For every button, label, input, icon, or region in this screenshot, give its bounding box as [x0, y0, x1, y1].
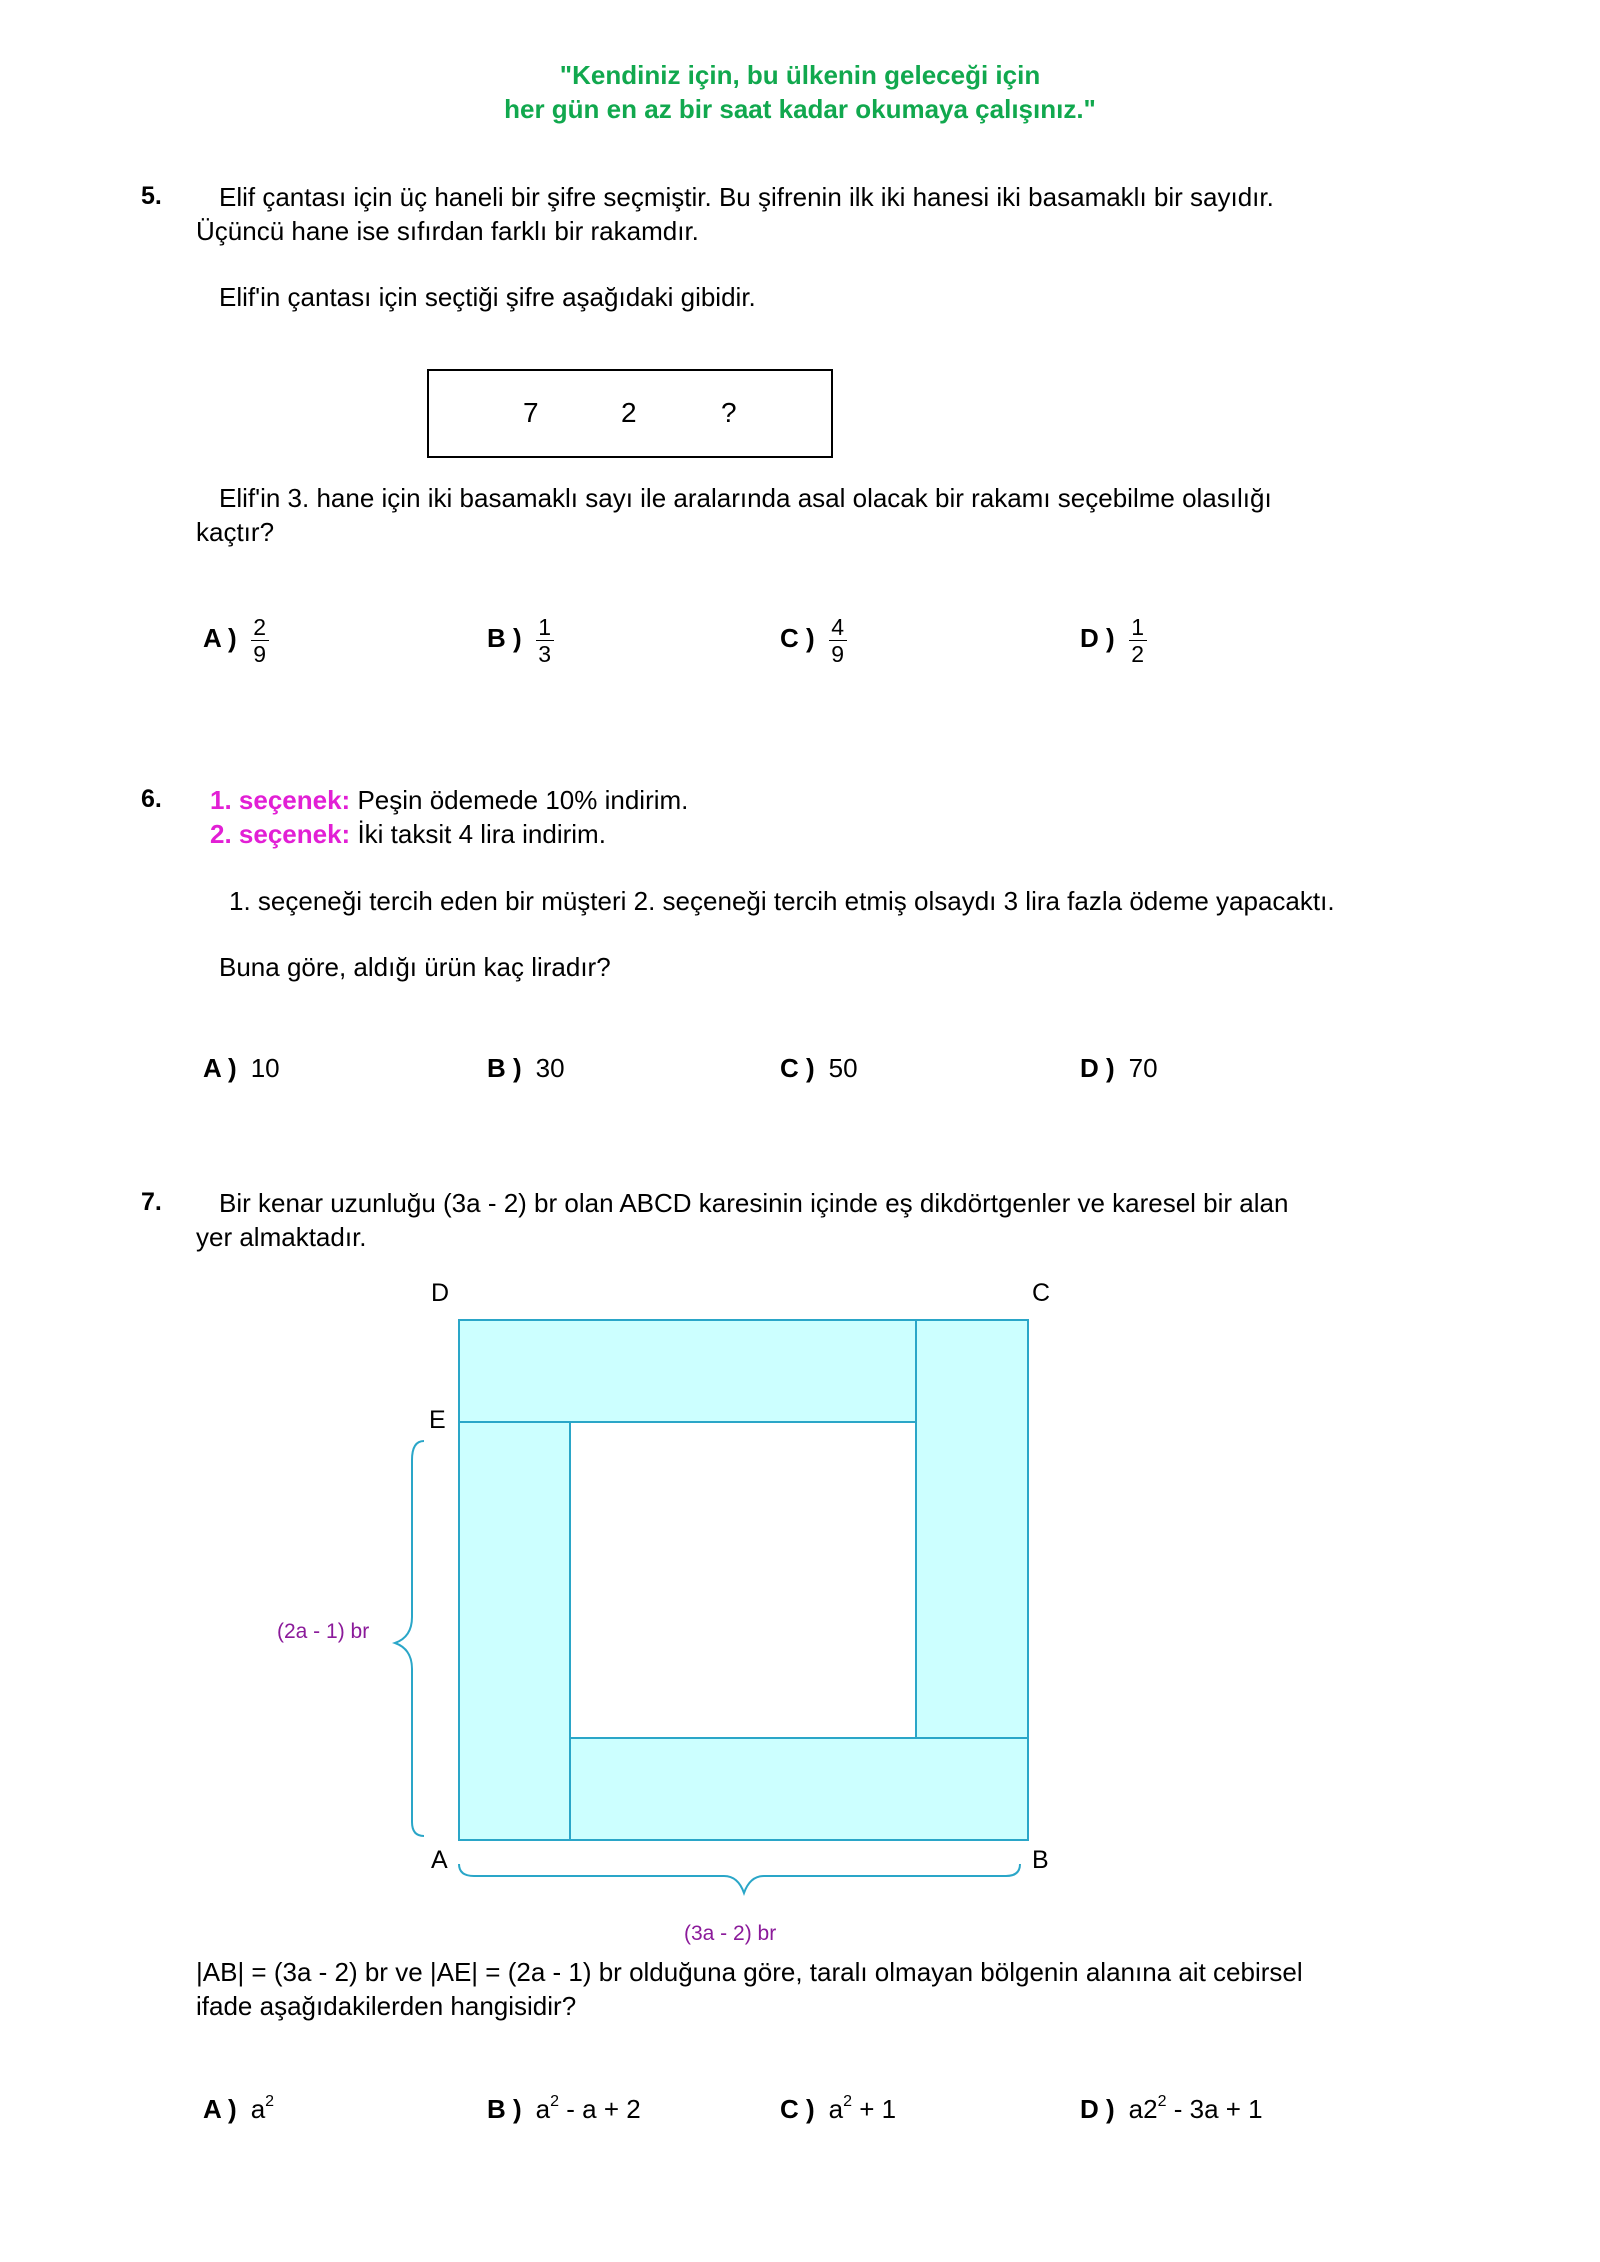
question-5-number: 5. — [141, 182, 162, 210]
question-6-line-2: Buna göre, aldığı ürün kaç liradır? — [219, 952, 611, 982]
q7-option-a-base: a — [250, 2094, 266, 2124]
q6-option-a-letter: A ) — [203, 1053, 237, 1083]
q7-option-c-exponent: 2 — [843, 2093, 853, 2110]
password-digit-3: ? — [721, 397, 737, 428]
option-2-label: 2. seçenek: — [210, 819, 351, 849]
bottom-rectangle — [570, 1738, 1028, 1840]
option-1-label: 1. seçenek: — [210, 785, 351, 815]
q7-option-d[interactable] — [1080, 2094, 1263, 2125]
q7-option-b-rest: - a + 2 — [559, 2094, 641, 2124]
password-digit-1: 7 — [523, 397, 539, 428]
question-5-question-1: Elif'in 3. hane için iki basamaklı sayı ile aralarında asal olacak bir rakamı seçebilme olasılığı — [219, 483, 1272, 513]
question-7-number: 7. — [141, 1188, 162, 1216]
option-1-text: Peşin ödemede 10% indirim. — [350, 785, 689, 815]
q6-option-d-value: 70 — [1128, 1053, 1158, 1083]
q6-option-c-letter: C ) — [780, 1053, 815, 1083]
point-c: C — [1032, 1279, 1051, 1307]
q5-option-a-denominator: 9 — [253, 641, 267, 667]
point-b: B — [1032, 1846, 1049, 1874]
point-d: D — [431, 1279, 450, 1307]
q7-option-c-base: a — [828, 2094, 844, 2124]
q5-option-a-letter: A ) — [203, 623, 237, 654]
q6-option-c-value: 50 — [828, 1053, 858, 1083]
question-5-line-3: Elif'in çantası için seçtiği şifre aşağıdaki gibidir. — [219, 282, 756, 312]
q7-option-a[interactable] — [203, 2094, 274, 2125]
q5-option-d-letter: D ) — [1080, 623, 1115, 654]
q7-option-b[interactable] — [487, 2094, 641, 2125]
quote-line-1: "Kendiniz için, bu ülkenin geleceği için — [559, 60, 1041, 90]
q5-option-d-denominator: 2 — [1131, 641, 1145, 667]
q7-option-c[interactable] — [780, 2094, 896, 2125]
inner-square — [570, 1422, 916, 1738]
question-5-line-1: Elif çantası için üç haneli bir şifre seçmiştir. Bu şifrenin ilk iki hanesi iki basamaklı bir sayıdır. — [219, 182, 1274, 212]
q5-option-c-letter: C ) — [780, 623, 815, 654]
q5-option-a-numerator: 2 — [253, 614, 267, 640]
q5-option-c-numerator: 4 — [831, 614, 845, 640]
quote-line-2: her gün en az bir saat kadar okumaya çalışınız." — [504, 94, 1096, 124]
point-e: E — [429, 1406, 446, 1434]
q7-option-d-rest: - 3a + 1 — [1166, 2094, 1263, 2124]
question-7-question-2: ifade aşağıdakilerden hangisidir? — [196, 1991, 577, 2021]
question-6-line-1: 1. seçeneği tercih eden bir müşteri 2. seçeneği tercih etmiş olsaydı 3 lira fazla ödeme yapacaktı. — [229, 886, 1335, 916]
question-5-line-2: Üçüncü hane ise sıfırdan farklı bir rakamdır. — [196, 216, 699, 246]
q7-option-c-rest: + 1 — [852, 2094, 897, 2124]
q7-option-b-exponent: 2 — [550, 2093, 560, 2110]
q6-option-b-value: 30 — [535, 1053, 565, 1083]
option-2-text: İki taksit 4 lira indirim. — [350, 819, 606, 849]
q7-option-c-letter: C ) — [780, 2094, 815, 2124]
q5-option-b-denominator: 3 — [538, 641, 552, 667]
question-5-question-2: kaçtır? — [196, 517, 275, 547]
q6-option-a-value: 10 — [250, 1053, 280, 1083]
question-7-line-2: yer almaktadır. — [196, 1222, 367, 1252]
q7-option-d-base: a2 — [1128, 2094, 1158, 2124]
password-digit-2: 2 — [621, 397, 637, 428]
left-rectangle — [459, 1422, 570, 1840]
right-rectangle — [916, 1320, 1028, 1738]
q7-option-a-exponent: 2 — [265, 2093, 275, 2110]
q7-option-b-base: a — [535, 2094, 551, 2124]
label-ab-length: (3a - 2) br — [684, 1922, 777, 1945]
q5-option-b-letter: B ) — [487, 623, 522, 654]
q6-option-b-letter: B ) — [487, 1053, 522, 1083]
q7-option-b-letter: B ) — [487, 2094, 522, 2124]
question-7-line-1: Bir kenar uzunluğu (3a - 2) br olan ABCD karesinin içinde eş dikdörtgenler ve karesel bir alan — [219, 1188, 1289, 1218]
label-ae-length: (2a - 1) br — [277, 1620, 370, 1643]
q5-option-d-numerator: 1 — [1131, 614, 1145, 640]
question-7-question-1: |AB| = (3a - 2) br ve |AE| = (2a - 1) br olduğuna göre, taralı olmayan bölgenin alanına ait cebirsel — [196, 1957, 1303, 1987]
q5-option-b-numerator: 1 — [538, 614, 552, 640]
q7-option-d-letter: D ) — [1080, 2094, 1115, 2124]
point-a: A — [431, 1846, 448, 1874]
q7-option-d-exponent: 2 — [1157, 2093, 1167, 2110]
q5-option-c-denominator: 9 — [831, 641, 845, 667]
q6-option-d-letter: D ) — [1080, 1053, 1115, 1083]
question-6-number: 6. — [141, 785, 162, 813]
q7-option-a-letter: A ) — [203, 2094, 237, 2124]
top-rectangle — [459, 1320, 916, 1422]
left-brace — [395, 1441, 424, 1836]
bottom-brace — [459, 1864, 1020, 1893]
